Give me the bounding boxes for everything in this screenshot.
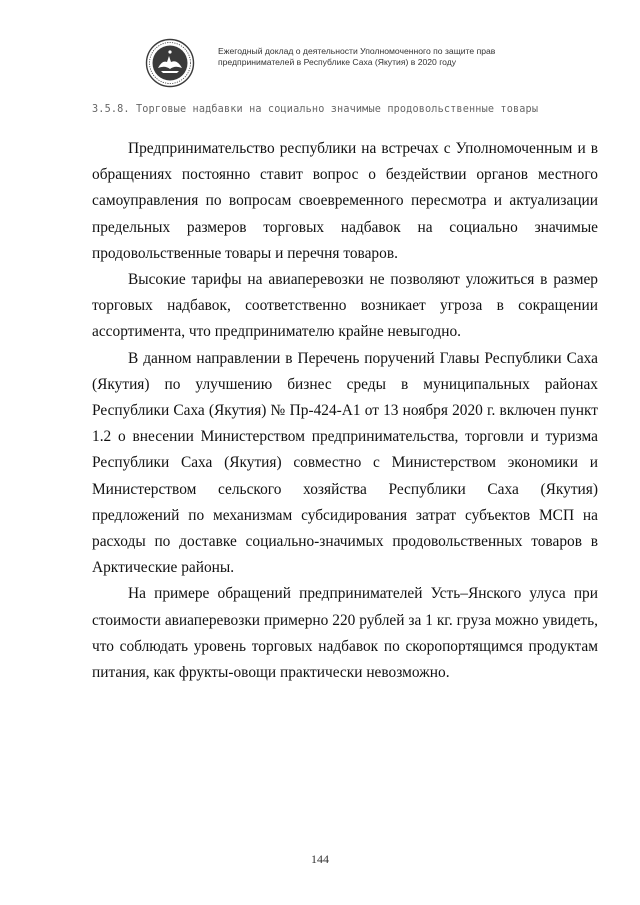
header-line-1: Ежегодный доклад о деятельности Уполномоченного по защите прав — [218, 46, 496, 56]
header-line-2: предпринимателей в Республике Саха (Якутия) в 2020 году — [218, 57, 457, 67]
header-text — [218, 46, 568, 68]
paragraph-2: Высокие тарифы на авиаперевозки не позволяют уложиться в размер торговых надбавок, соответственно возникает угроза в сокращении ассортимента, что предпринимателю крайне невыгодно. — [92, 271, 598, 341]
body-text — [92, 136, 598, 686]
section-title: 3.5.8. Торговые надбавки на социально значимые продовольственные товары — [92, 104, 539, 115]
paragraph-3: В данном направлении в Перечень поручений Главы Республики Саха (Якутия) по улучшению бизнес среды в муниципальных районах Республики Саха (Якутия) № Пр-424-А1 от 13 ноября 2020 г. включен пункт 1.2 о внесении Министерством предпринимательства, торговли и туризма Республики Саха (Якутия) совместно с Министерством экономики и Министерством сельского хозяйства Республики Саха (Якутия) предложений по механизмам субсидирования затрат субъектов МСП на расходы по доставке социально-значимых продовольственных товаров в Арктические районы. — [92, 349, 598, 577]
paragraph-4: На примере обращений предпринимателей Усть–Янского улуса при стоимости авиаперевозки примерно 220 рублей за 1 кг. груза можно увидеть, что соблюдать уровень торговых надбавок по скоропортящимся продуктам питания, как фрукты-овощи практически невозможно. — [92, 585, 598, 682]
coat-of-arms-emblem-icon — [145, 38, 195, 88]
page-number: 144 — [311, 852, 329, 866]
page-header — [145, 34, 565, 90]
paragraph-1: Предпринимательство республики на встречах с Уполномоченным и в обращениях постоянно ставит вопрос о бездействии органов местного самоуправления по вопросам своевременного пересмотра и актуализации предельных размеров торговых надбавок на социально значимые продовольственные товары и перечня товаров. — [92, 140, 598, 262]
